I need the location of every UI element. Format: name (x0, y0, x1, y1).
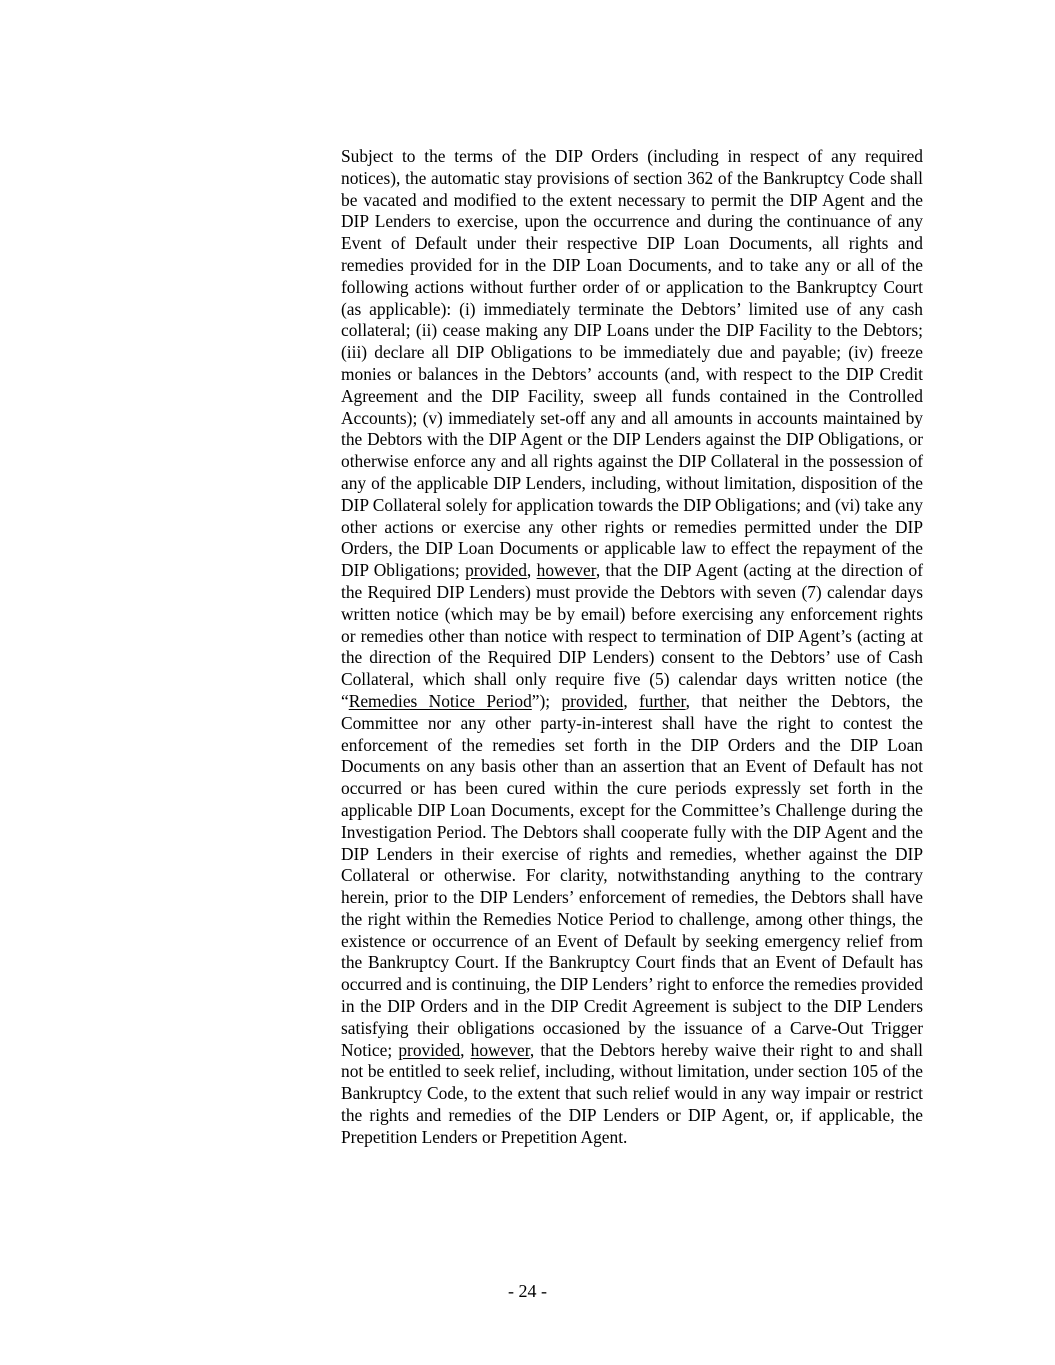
underlined-term-provided: provided (561, 690, 624, 711)
underlined-term-however: however (536, 560, 596, 581)
paragraph-text: , (460, 1039, 471, 1060)
underlined-term-provided: provided (465, 560, 527, 581)
underlined-term-further: further (639, 690, 686, 711)
body-paragraph (341, 146, 923, 1149)
underlined-term-provided: provided (398, 1039, 461, 1060)
paragraph-text: ”); (531, 690, 562, 711)
paragraph-text: Subject to the terms of the DIP Orders (including in respect of any required notices), the automatic stay provisions of section 362 of the Bankruptcy Code shall be vacated and modified to the extent necessary to permit the DIP Agent and the DIP Lenders to exercise, upon the occurrence and during the continuance of any Event of Default under their respective DIP Loan Documents, all rights and remedies provided for in the DIP Loan Documents, and to take any or all of the following actions without further order of or application to the Bankruptcy Court (as applicable): (i) immediately terminate the Debtors’ limited use of any cash collateral; (ii) cease making any DIP Loans under the DIP Facility to the Debtors; (iii) declare all DIP Obligations to be immediately due and payable; (iv) freeze monies or balances in the Debtors’ accounts (and, with respect to the DIP Credit Agreement and the DIP Facility, sweep all funds contained in the Controlled Accounts); (v) immediately set-off any and all amounts in accounts maintained by the Debtors with the DIP Agent or the DIP Lenders against the DIP Obligations, or otherwise enforce any and all rights against the DIP Collateral in the possession of any of the applicable DIP Lenders, including, without limitation, disposition of the DIP Collateral solely for application towards the DIP Obligations; and (vi) take any other actions or exercise any other rights or remedies permitted under the DIP Orders, the DIP Loan Documents or applicable law to effect the repayment of the DIP Obligations; (341, 146, 923, 581)
paragraph-text: , (526, 560, 537, 581)
paragraph-text: , (623, 690, 640, 711)
underlined-term-remedies-notice-period: Remedies Notice Period (348, 690, 532, 711)
page-number: - 24 - (508, 1281, 547, 1301)
underlined-term-however: however (470, 1039, 530, 1060)
paragraph-text: , that neither the Debtors, the Committee nor any other party-in-interest shall have the right to contest the enforcement of the remedies set forth in the DIP Orders and the DIP Loan Documents on any basis other than an assertion that an Event of Default has not occurred or has been cured within the cure periods expressly set forth in the applicable DIP Loan Documents, except for the Committee’s Challenge during the Investigation Period. The Debtors shall cooperate fully with the DIP Agent and the DIP Lenders in their exercise of rights and remedies, whether against the DIP Collateral or otherwise. For clarity, notwithstanding anything to the contrary herein, prior to the DIP Lenders’ enforcement of remedies, the Debtors shall have the right within the Remedies Notice Period to challenge, among other things, the existence or occurrence of an Event of Default by seeking emergency relief from the Bankruptcy Court. If the Bankruptcy Court finds that an Event of Default has occurred and is continuing, the DIP Lenders’ right to enforce the remedies provided in the DIP Orders and in the DIP Credit Agreement is subject to the DIP Lenders satisfying their obligations occasioned by the issuance of a Carve-Out Trigger Notice; (341, 690, 923, 1060)
paragraph-text: , that the DIP Agent (acting at the direction of the Required DIP Lenders) must provide the Debtors with seven (7) calendar days written notice (which may be by email) before exercising any enforcement rights or remedies other than notice with respect to termination of DIP Agent’s (acting at the direction of the Required DIP Lenders) consent to the Debtors’ use of Cash Collateral, which shall only require five (5) calendar days written notice (the “ (341, 560, 923, 711)
paragraph-text: , that the Debtors hereby waive their right to and shall not be entitled to seek relief, including, without limitation, under section 105 of the Bankruptcy Code, to the extent that such relief would in any way impair or restrict the rights and remedies of the DIP Lenders or DIP Agent, or, if applicable, the Prepetition Lenders or Prepetition Agent. (341, 1039, 923, 1147)
